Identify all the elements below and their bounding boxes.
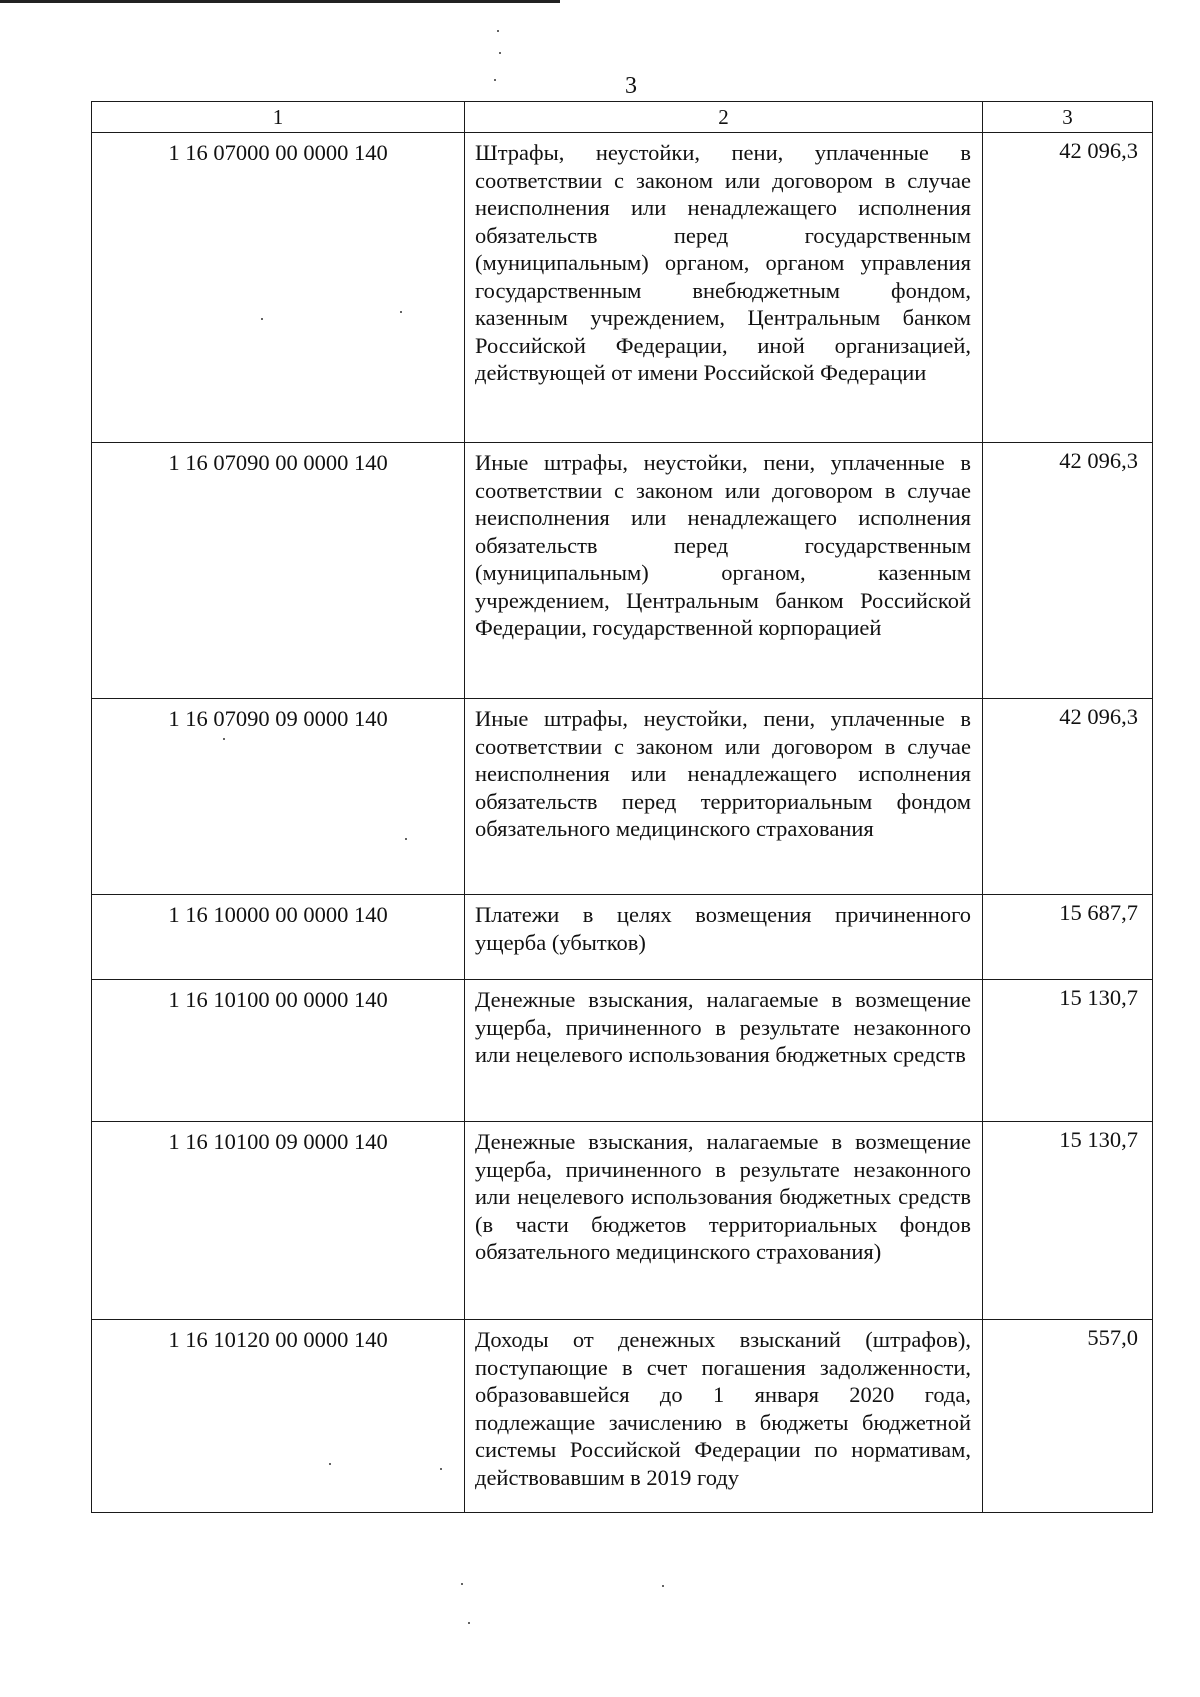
page-number: 3 <box>625 73 637 99</box>
column-header: 3 <box>983 102 1153 133</box>
revenue-description: Иные штрафы, неустойки, пени, уплаченные в соответствии с законом или договором в случае неисполнения или ненадлежащего исполнения обязательств перед территориальным фондом обязательного медицинского страхования <box>465 699 983 895</box>
budget-code: 1 16 07000 00 0000 140 <box>92 133 465 443</box>
amount: 42 096,3 <box>983 699 1153 895</box>
scan-speck <box>461 1583 463 1585</box>
table-header-row <box>92 102 1153 133</box>
revenue-description: Платежи в целях возмещения причиненного ущерба (убытков) <box>465 895 983 980</box>
table-row <box>92 443 1153 699</box>
revenue-description: Иные штрафы, неустойки, пени, уплаченные в соответствии с законом или договором в случае неисполнения или ненадлежащего исполнения обязательств перед государственным (муниципальным) органом, казенным учреждением, Центральным банком Российской Федерации, государственной корпорацией <box>465 443 983 699</box>
amount: 15 687,7 <box>983 895 1153 980</box>
scan-top-edge <box>0 0 560 3</box>
budget-code: 1 16 10100 09 0000 140 <box>92 1122 465 1320</box>
budget-code: 1 16 10100 00 0000 140 <box>92 980 465 1122</box>
revenue-description: Денежные взыскания, налагаемые в возмещение ущерба, причиненного в результате незаконного или нецелевого использования бюджетных средств (в части бюджетов территориальных фондов обязательного медицинского страхования) <box>465 1122 983 1320</box>
column-header: 2 <box>465 102 983 133</box>
revenue-description: Доходы от денежных взысканий (штрафов), поступающие в счет погашения задолженности, образовавшейся до 1 января 2020 года, подлежащие зачислению в бюджеты бюджетной системы Российской Федерации по нормативам, действовавшим в 2019 году <box>465 1320 983 1513</box>
revenue-description: Штрафы, неустойки, пени, уплаченные в соответствии с законом или договором в случае неисполнения или ненадлежащего исполнения обязательств перед государственным (муниципальным) органом, органом управления государственным внебюджетным фондом, казенным учреждением, Центральным банком Российской Федерации, иной организацией, действующей от имени Российской Федерации <box>465 133 983 443</box>
scan-speck <box>468 1622 470 1624</box>
table-row <box>92 1320 1153 1513</box>
table-row <box>92 895 1153 980</box>
amount: 15 130,7 <box>983 1122 1153 1320</box>
amount: 42 096,3 <box>983 443 1153 699</box>
amount: 15 130,7 <box>983 980 1153 1122</box>
table-row <box>92 699 1153 895</box>
budget-code: 1 16 10120 00 0000 140 <box>92 1320 465 1513</box>
column-header: 1 <box>92 102 465 133</box>
budget-code: 1 16 07090 09 0000 140 <box>92 699 465 895</box>
table-row <box>92 133 1153 443</box>
amount: 557,0 <box>983 1320 1153 1513</box>
scan-speck <box>497 30 499 32</box>
budget-code: 1 16 07090 00 0000 140 <box>92 443 465 699</box>
table-row <box>92 980 1153 1122</box>
scan-speck <box>662 1585 664 1587</box>
revenue-description: Денежные взыскания, налагаемые в возмещение ущерба, причиненного в результате незаконного или нецелевого использования бюджетных средств <box>465 980 983 1122</box>
amount: 42 096,3 <box>983 133 1153 443</box>
budget-code: 1 16 10000 00 0000 140 <box>92 895 465 980</box>
revenue-table <box>91 101 1153 1513</box>
table-row <box>92 1122 1153 1320</box>
scan-speck <box>499 52 501 54</box>
